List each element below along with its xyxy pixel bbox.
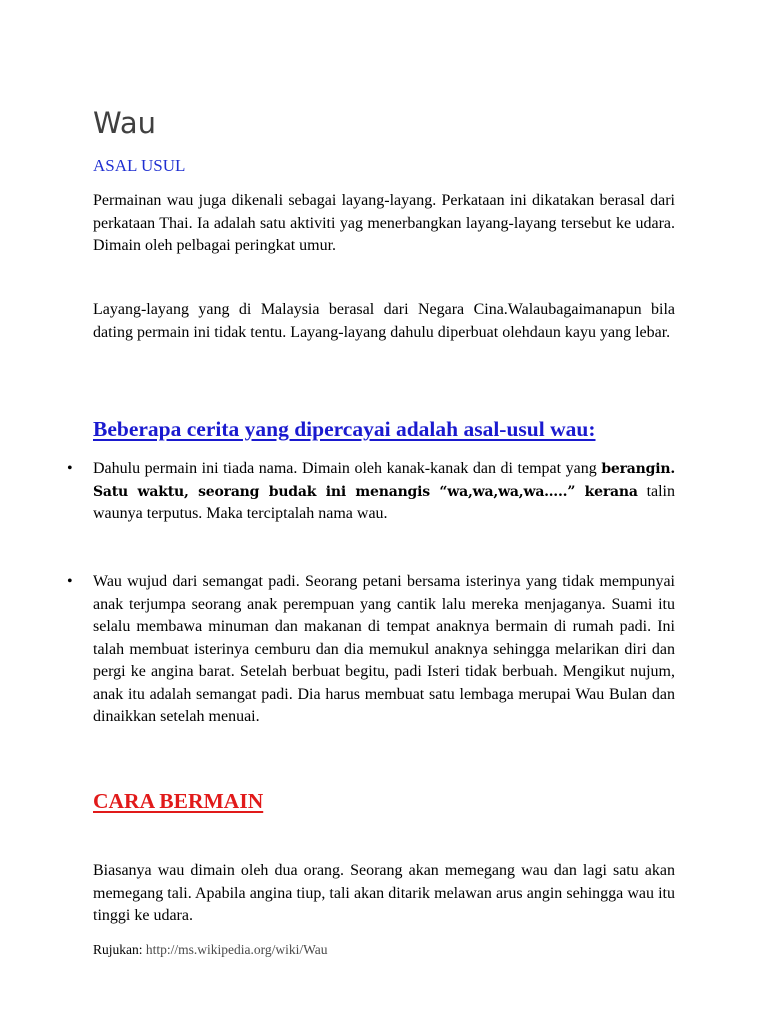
paragraph-intro: Permainan wau juga dikenali sebagai layang-layang. Perkataan ini dikatakan berasal dari perkataan Thai. Ia adalah satu aktiviti yag menerbangkan layang-layang tersebut ke udara. Dimain oleh pelbagai peringkat umur. bbox=[93, 192, 675, 254]
list-item bbox=[67, 571, 675, 729]
list-item-text: Wau wujud dari semangat padi. Seorang petani bersama isterinya yang tidak mempunyai anak terjumpa seorang anak perempuan yang cantik lalu mereka menjaganya. Suami itu selalu membawa minuman dan makanan di tempat anaknya bermain di rumah padi. Ini talah membuat isterinya cemburu dan dia memukul anaknya sehingga melarikan diri dan pergi ke angina barat. Setelah berbuat begitu, padi Isteri tidak berbuah. Mengikut nujum, anak itu adalah semangat padi. Dia harus membuat satu lembaga merupai Wau Bulan dan dinaikkan setelah menuai. bbox=[93, 573, 675, 725]
bullet-icon: • bbox=[67, 460, 73, 477]
paragraph-how-to-play: Biasanya wau dimain oleh dua orang. Seorang akan memegang wau dan lagi satu akan memegang tali. Apabila angina tiup, tali akan ditarik melawan arus angin sehingga wau itu tinggi ke udara. bbox=[93, 862, 675, 924]
list-item bbox=[67, 458, 675, 526]
paragraph-origin: Layang-layang yang di Malaysia berasal dari Negara Cina.Walaubagaimanapun bila dating permain ini tidak tentu. Layang-layang dahulu diperbuat olehdaun kayu yang lebar. bbox=[93, 301, 675, 341]
section-heading-asal-usul: ASAL USUL bbox=[93, 156, 186, 175]
reference-link[interactable]: http://ms.wikipedia.org/wiki/Wau bbox=[145, 942, 328, 957]
reference-line bbox=[93, 940, 328, 960]
bullet-icon: • bbox=[67, 573, 73, 590]
list-item-text-end: talin waunya terputus. Maka terciptalah nama wau. bbox=[93, 482, 675, 522]
reference-label: Rujukan: bbox=[93, 942, 146, 957]
section-heading-stories: Beberapa cerita yang dipercayai adalah asal-usul wau: bbox=[93, 417, 596, 441]
list-item-text-start: Dahulu permain ini tiada nama. Dimain oleh kanak-kanak dan di tempat yang bbox=[93, 460, 602, 477]
list-item-text-bold: berangin. Satu waktu, seorang budak ini menangis “wa,wa,wa,wa…..” kerana bbox=[93, 461, 675, 500]
section-heading-cara-bermain: CARA BERMAIN bbox=[93, 789, 264, 813]
document-title: Wau bbox=[93, 106, 156, 140]
